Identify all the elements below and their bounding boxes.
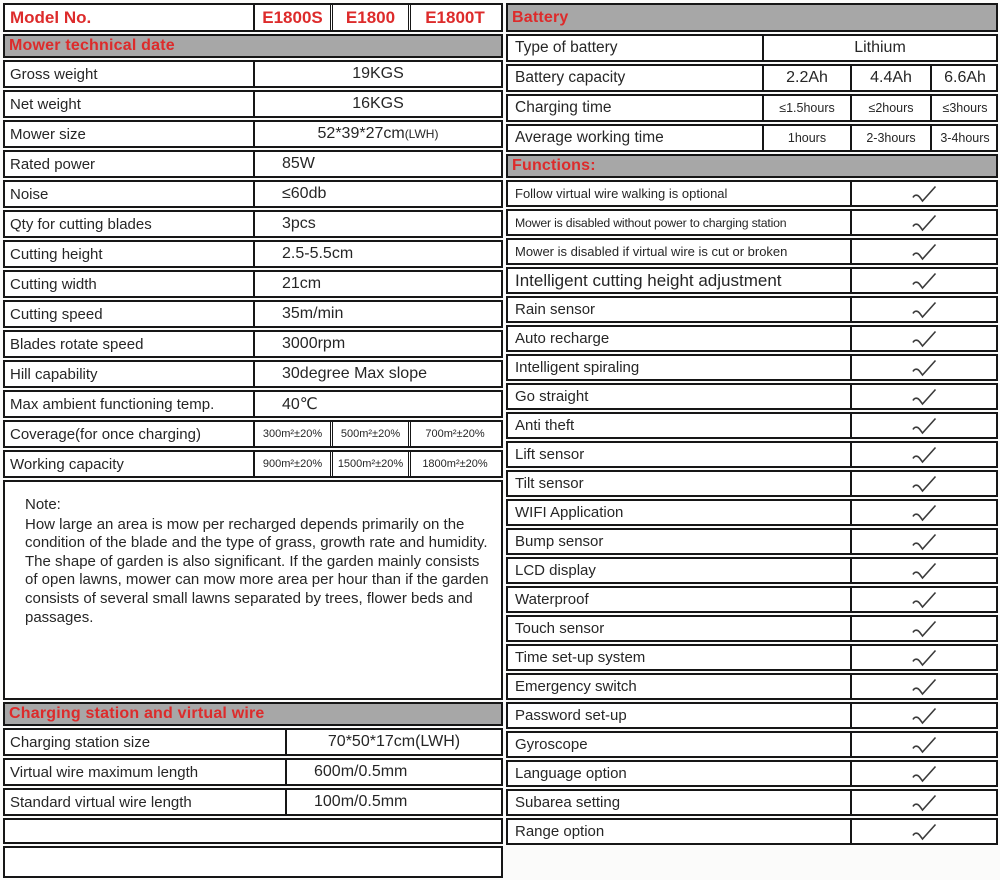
spec-label: Mower size [5, 122, 255, 146]
check-cell [852, 561, 996, 580]
left-table [3, 3, 503, 880]
function-row [506, 412, 998, 439]
function-row [506, 789, 998, 816]
spec-row-coverage [3, 420, 503, 448]
charging-time-1: ≤1.5hours [764, 96, 852, 120]
spec-label: Type of battery [508, 36, 764, 60]
working-time-1: 1hours [764, 126, 852, 150]
spec-row-max-temp [3, 390, 503, 418]
function-label: Waterproof [508, 588, 852, 611]
check-cell [852, 300, 996, 319]
function-label: Mower is disabled if virtual wire is cut or broken [508, 240, 852, 263]
function-row [506, 354, 998, 381]
capacity-value-1500: 1500m²±20% [333, 452, 411, 476]
check-icon [911, 474, 938, 493]
function-label: Emergency switch [508, 675, 852, 698]
charging-row-max-wire-length [3, 758, 503, 786]
function-row [506, 383, 998, 410]
spec-label: Cutting speed [5, 302, 255, 326]
function-row [506, 238, 998, 265]
function-label: LCD display [508, 559, 852, 582]
spec-value: 70*50*17cm(LWH) [327, 733, 461, 750]
function-row [506, 209, 998, 236]
function-label: Range option [508, 820, 852, 843]
function-row [506, 296, 998, 323]
check-cell [852, 271, 996, 290]
check-icon [911, 677, 938, 696]
function-row [506, 499, 998, 526]
function-label: Bump sensor [508, 530, 852, 553]
spec-value: 3pcs [282, 215, 316, 232]
function-row [506, 557, 998, 584]
check-cell [852, 590, 996, 609]
check-icon [911, 300, 938, 319]
function-row [506, 586, 998, 613]
capacity-2-2ah: 2.2Ah [764, 66, 852, 90]
spec-label: Rated power [5, 152, 255, 176]
coverage-value-500: 500m²±20% [333, 422, 411, 446]
coverage-value-700: 700m²±20% [425, 428, 485, 440]
check-icon [911, 416, 938, 435]
section-header-charging-station: Charging station and virtual wire [3, 702, 503, 726]
check-cell [852, 822, 996, 841]
check-cell [852, 184, 996, 203]
spec-value: 30degree Max slope [282, 365, 427, 382]
check-cell [852, 474, 996, 493]
check-icon [911, 735, 938, 754]
check-cell [852, 706, 996, 725]
model-e1800s: E1800S [255, 5, 333, 30]
charging-time-3: ≤3hours [942, 101, 988, 115]
function-label: Language option [508, 762, 852, 785]
spec-value: 19KGS [352, 65, 404, 82]
check-icon [911, 387, 938, 406]
function-label: Go straight [508, 385, 852, 408]
coverage-value-300: 300m²±20% [255, 422, 333, 446]
spec-row-working-capacity [3, 450, 503, 478]
function-label: Rain sensor [508, 298, 852, 321]
check-cell [852, 445, 996, 464]
function-row [506, 325, 998, 352]
spec-value: ≤60db [282, 185, 327, 202]
spec-row-mower-size [3, 120, 503, 148]
spec-label: Virtual wire maximum length [5, 760, 287, 784]
check-cell [852, 416, 996, 435]
function-row [506, 441, 998, 468]
check-icon [911, 764, 938, 783]
check-icon [911, 532, 938, 551]
function-label: Touch sensor [508, 617, 852, 640]
spec-row-cutting-speed [3, 300, 503, 328]
spec-value: 3000rpm [282, 335, 346, 352]
working-time-3: 3-4hours [940, 131, 990, 145]
spec-row-noise [3, 180, 503, 208]
function-label: Anti theft [508, 414, 852, 437]
spec-label: Noise [5, 182, 255, 206]
function-label: Gyroscope [508, 733, 852, 756]
spec-label: Standard virtual wire length [5, 790, 287, 814]
capacity-4-4ah: 4.4Ah [852, 66, 932, 90]
check-icon [911, 822, 938, 841]
check-cell [852, 619, 996, 638]
spec-label: Blades rotate speed [5, 332, 255, 356]
function-row [506, 528, 998, 555]
check-cell [852, 213, 996, 232]
function-label: WIFI Application [508, 501, 852, 524]
check-cell [852, 648, 996, 667]
spec-row-net-weight [3, 90, 503, 118]
charging-row-station-size [3, 728, 503, 756]
battery-row-charging-time [506, 94, 998, 122]
function-label: Follow virtual wire walking is optional [508, 182, 852, 205]
note-box [3, 480, 503, 700]
check-cell [852, 329, 996, 348]
working-time-2: 2-3hours [852, 126, 932, 150]
check-icon [911, 271, 938, 290]
function-row [506, 470, 998, 497]
check-icon [911, 213, 938, 232]
check-cell [852, 387, 996, 406]
spec-label: Max ambient functioning temp. [5, 392, 255, 416]
section-header-battery: Battery [506, 3, 998, 32]
spec-label: Gross weight [5, 62, 255, 86]
empty-row [3, 846, 503, 878]
check-cell [852, 793, 996, 812]
check-cell [852, 242, 996, 261]
spec-value: 21cm [282, 275, 322, 292]
spec-label: Coverage(for once charging) [5, 422, 255, 446]
empty-row [3, 818, 503, 844]
spec-value: 2.5-5.5cm [282, 245, 354, 262]
spec-row-gross-weight [3, 60, 503, 88]
spec-label: Average working time [508, 126, 764, 150]
section-header-functions: Functions: [506, 154, 998, 178]
spec-label: Charging time [508, 96, 764, 120]
function-row [506, 180, 998, 207]
lwh-suffix: (LWH) [404, 127, 439, 141]
battery-row-type [506, 34, 998, 62]
spec-value: 16KGS [352, 95, 404, 112]
spec-value: 52*39*27cm (LWH) [317, 125, 439, 142]
function-row [506, 702, 998, 729]
function-label: Intelligent spiraling [508, 356, 852, 379]
check-icon [911, 358, 938, 377]
function-label: Auto recharge [508, 327, 852, 350]
model-row [3, 3, 503, 32]
function-label: Password set-up [508, 704, 852, 727]
section-header-mower-technical: Mower technical date [3, 34, 503, 58]
function-row [506, 615, 998, 642]
check-cell [852, 677, 996, 696]
spec-value: 35m/min [282, 305, 344, 322]
spec-value: 85W [282, 155, 315, 172]
check-icon [911, 619, 938, 638]
check-cell [852, 358, 996, 377]
spec-value: 100m/0.5mm [314, 793, 408, 810]
capacity-6-6ah: 6.6Ah [944, 69, 986, 86]
check-icon [911, 242, 938, 261]
check-icon [911, 445, 938, 464]
spec-label: Battery capacity [508, 66, 764, 90]
model-e1800: E1800 [333, 5, 411, 30]
check-icon [911, 561, 938, 580]
function-row [506, 673, 998, 700]
charging-row-std-wire-length [3, 788, 503, 816]
check-cell [852, 735, 996, 754]
function-label: Subarea setting [508, 791, 852, 814]
function-row [506, 267, 998, 294]
note-title: Note: [25, 496, 61, 513]
spec-row-blade-qty [3, 210, 503, 238]
right-table [506, 3, 998, 880]
spec-value: Lithium [854, 39, 906, 56]
model-no-label: Model No. [5, 5, 255, 30]
function-label: Lift sensor [508, 443, 852, 466]
spec-label: Qty for cutting blades [5, 212, 255, 236]
battery-row-working-time [506, 124, 998, 152]
capacity-value-900: 900m²±20% [255, 452, 333, 476]
check-cell [852, 764, 996, 783]
spec-label: Net weight [5, 92, 255, 116]
note-body: How large an area is mow per recharged depends primarily on the condition of the blade and the type of grass, growth rate and humidity. The shape of garden is also significant. If the garden mainly consists of open lawns, mower can mow more area per hour than if the garden consists of several small lawns separated by trees, flower beds and passages. [25, 515, 489, 626]
function-label: Intelligent cutting height adjustment [508, 269, 852, 292]
spec-value: 40℃ [282, 396, 318, 413]
check-icon [911, 184, 938, 203]
check-icon [911, 329, 938, 348]
spec-value: 600m/0.5mm [314, 763, 408, 780]
check-icon [911, 590, 938, 609]
check-icon [911, 706, 938, 725]
charging-time-2: ≤2hours [852, 96, 932, 120]
function-label: Time set-up system [508, 646, 852, 669]
check-icon [911, 503, 938, 522]
check-icon [911, 793, 938, 812]
capacity-value-1800: 1800m²±20% [422, 458, 488, 470]
spec-row-rated-power [3, 150, 503, 178]
function-row [506, 731, 998, 758]
check-cell [852, 503, 996, 522]
check-cell [852, 532, 996, 551]
spec-row-cutting-width [3, 270, 503, 298]
spec-row-blade-speed [3, 330, 503, 358]
battery-row-capacity [506, 64, 998, 92]
spec-row-cutting-height [3, 240, 503, 268]
spec-label: Cutting height [5, 242, 255, 266]
function-row [506, 818, 998, 845]
function-row [506, 644, 998, 671]
function-label: Mower is disabled without power to charging station [508, 211, 852, 234]
spec-row-hill-capability [3, 360, 503, 388]
spec-label: Hill capability [5, 362, 255, 386]
function-row [506, 760, 998, 787]
spec-label: Working capacity [5, 452, 255, 476]
function-label: Tilt sensor [508, 472, 852, 495]
model-e1800t: E1800T [425, 7, 485, 27]
check-icon [911, 648, 938, 667]
spec-label: Cutting width [5, 272, 255, 296]
spec-label: Charging station size [5, 730, 287, 754]
